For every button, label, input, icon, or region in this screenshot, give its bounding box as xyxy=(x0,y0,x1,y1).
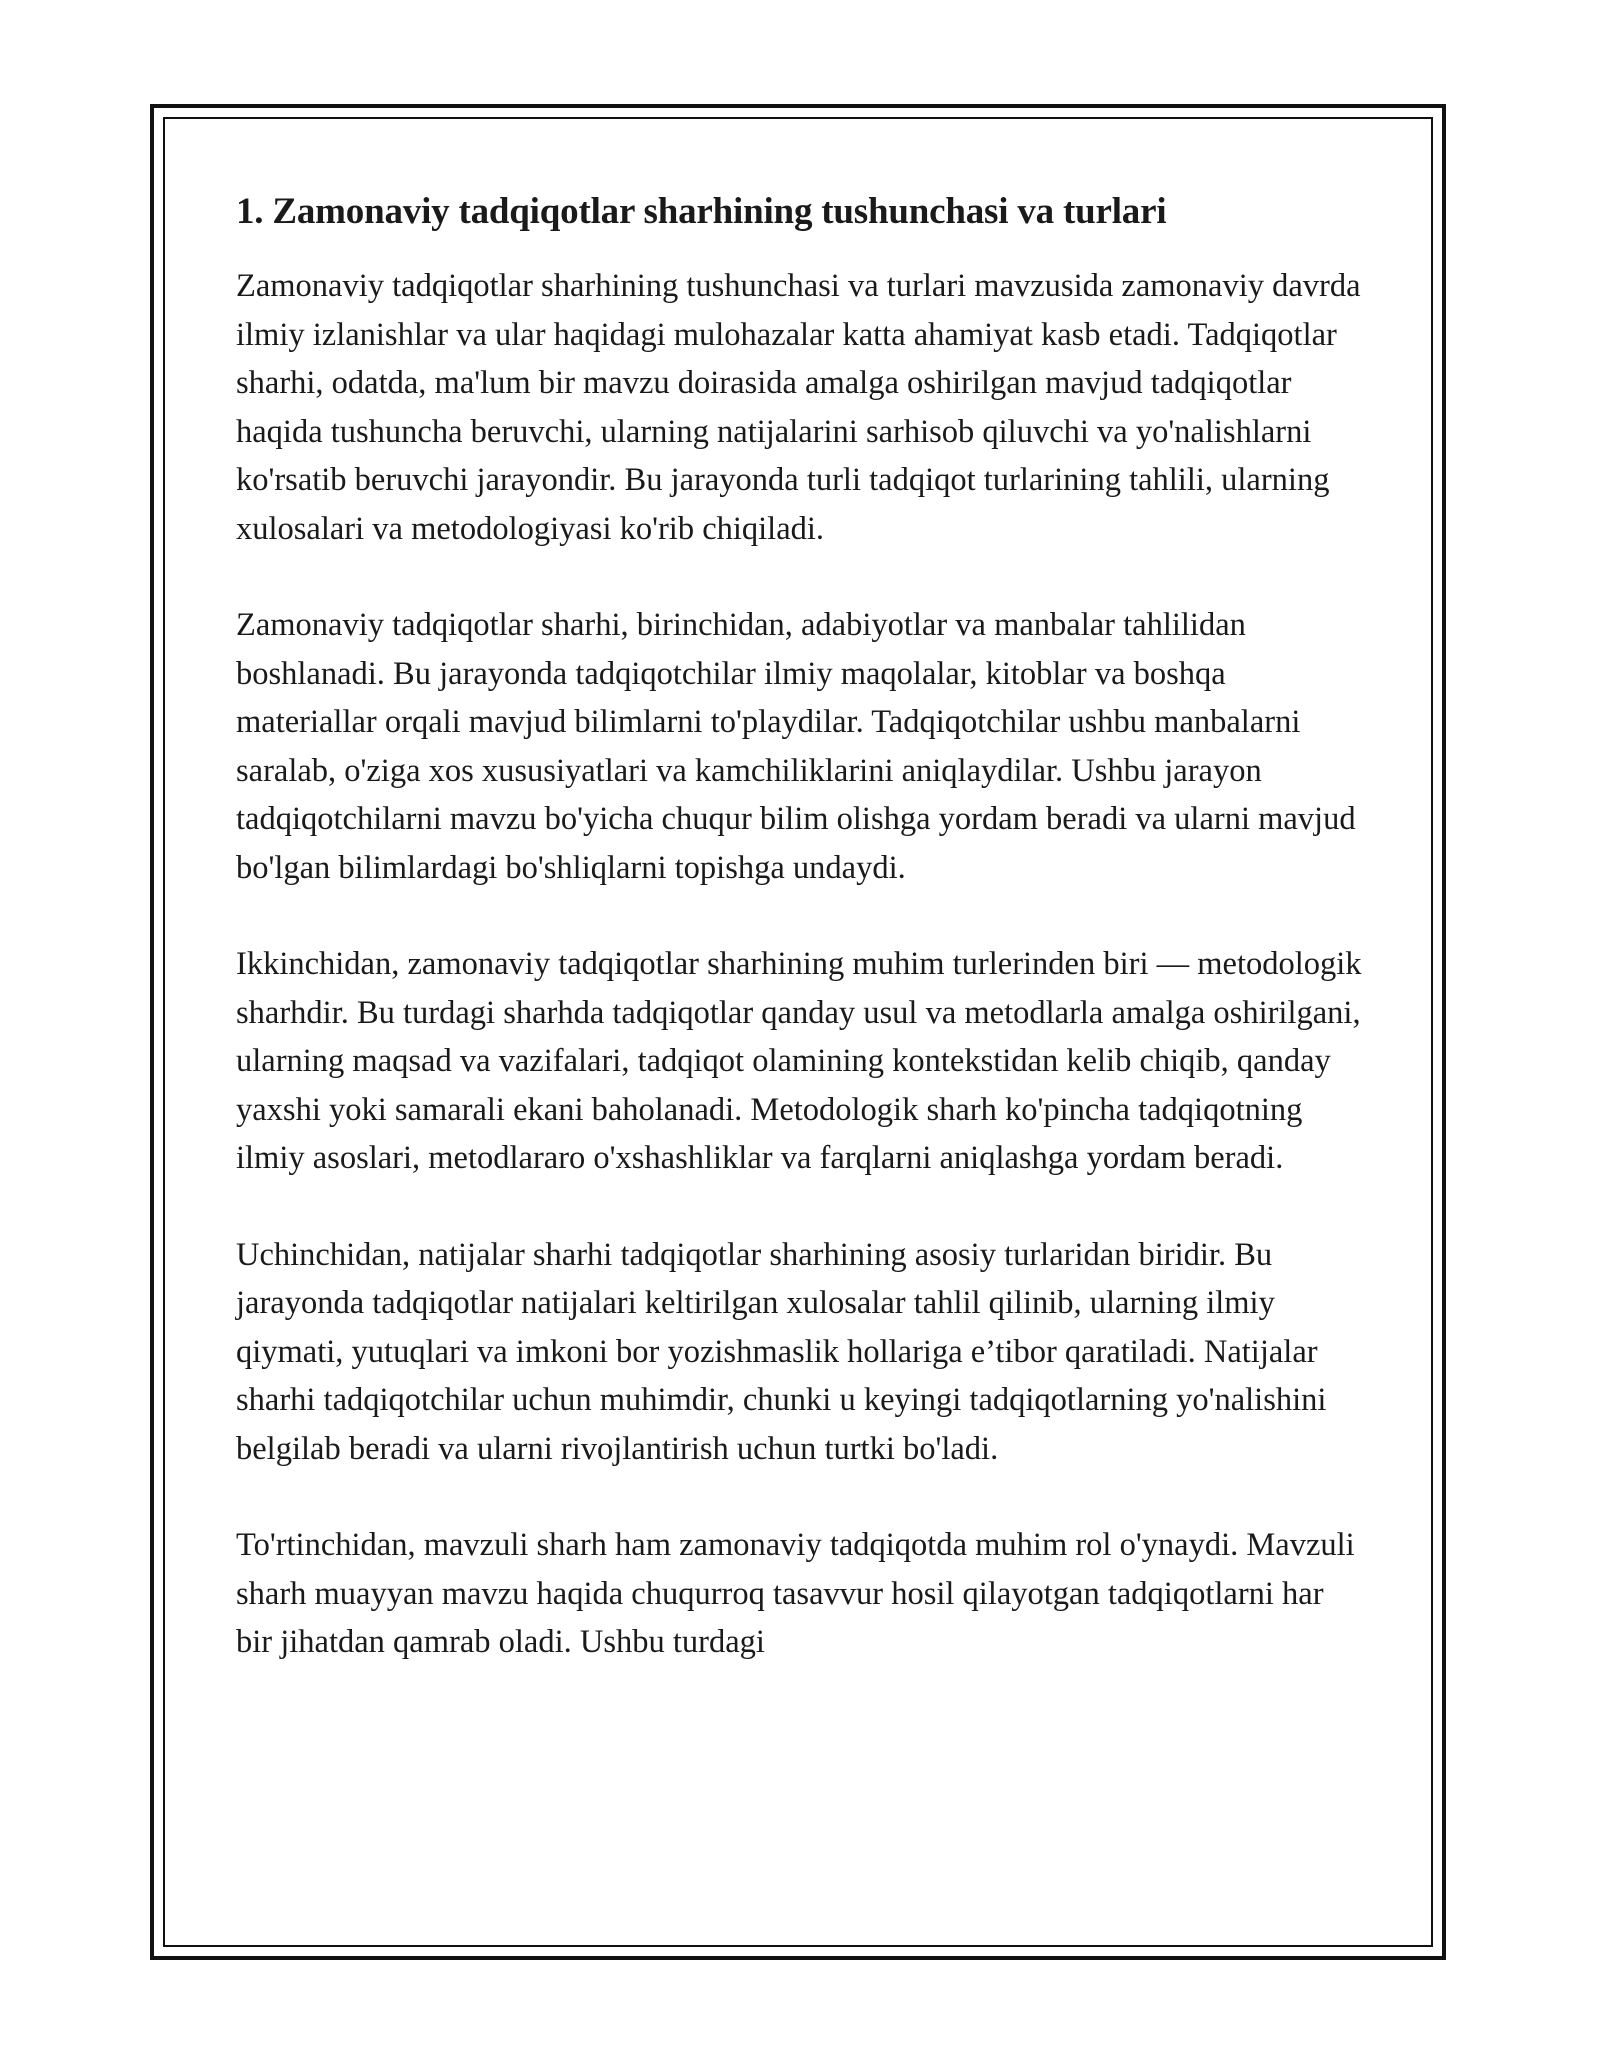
paragraph-fourth-point: To'rtinchidan, mavzuli sharh ham zamonaviy tadqiqotda muhim rol o'ynaydi. Mavzuli sharh muayyan mavzu haqida chuqurroq tasavvur hosil qilayotgan tadqiqotlarni har bir jihatdan qamrab oladi. Ushbu turdagi xyxy=(236,1527,1355,1660)
paragraph-second-point: Ikkinchidan, zamonaviy tadqiqotlar sharhining muhim turlerinden biri — metodologik sharhdir. Bu turdagi sharhda tadqiqotlar qanday usul va metodlarla amalga oshirilgani, ularning maqsad va vazifalari, tadqiqot olamining kontekstidan kelib chiqib, qanday yaxshi yoki samarali ekani baholanadi. Metodologik sharh ko'pincha tadqiqotning ilmiy asoslari, metodlararo o'xshashliklar va farqlarni aniqlashga yordam beradi. xyxy=(236,946,1362,1176)
paragraph-first-point: Zamonaviy tadqiqotlar sharhi, birinchidan, adabiyotlar va manbalar tahlilidan boshlanadi. Bu jarayonda tadqiqotchilar ilmiy maqolalar, kitoblar va boshqa materiallar orqali mavjud bilimlarni to'playdilar. Tadqiqotchilar ushbu manbalarni saralab, o'ziga xos xususiyatlari va kamchiliklarini aniqlaydilar. Ushbu jarayon tadqiqotchilarni mavzu bo'yicha chuqur bilim olishga yordam beradi va ularni mavjud bo'lgan bilimlardagi bo'shliqlarni topishga undaydi. xyxy=(236,607,1356,886)
document-body xyxy=(236,188,1366,1715)
paragraph-third-point: Uchinchidan, natijalar sharhi tadqiqotlar sharhining asosiy turlaridan biridir. Bu jarayonda tadqiqotlar natijalari keltirilgan xulosalar tahlil qilinib, ularning ilmiy qiymati, yutuqlari va imkoni bor yozishmaslik hollariga e’tibor qaratiladi. Natijalar sharhi tadqiqotchilar uchun muhimdir, chunki u keyingi tadqiqotlarning yo'nalishini belgilab beradi va ularni rivojlantirish uchun turtki bo'ladi. xyxy=(236,1236,1327,1467)
section-heading: 1. Zamonaviy tadqiqotlar sharhining tushunchasi va turlari xyxy=(236,191,1167,232)
paragraph-intro: Zamonaviy tadqiqotlar sharhining tushunchasi va turlari mavzusida zamonaviy davrda ilmiy izlanishlar va ular haqidagi mulohazalar katta ahamiyat kasb etadi. Tadqiqotlar sharhi, odatda, ma'lum bir mavzu doirasida amalga oshirilgan mavjud tadqiqotlar haqida tushuncha beruvchi, ularning natijalarini sarhisob qiluvchi va yo'nalishlarni ko'rsatib beruvchi jarayondir. Bu jarayonda turli tadqiqot turlarining tahlili, ularning xulosalari va metodologiyasi ko'rib chiqiladi. xyxy=(236,268,1361,547)
